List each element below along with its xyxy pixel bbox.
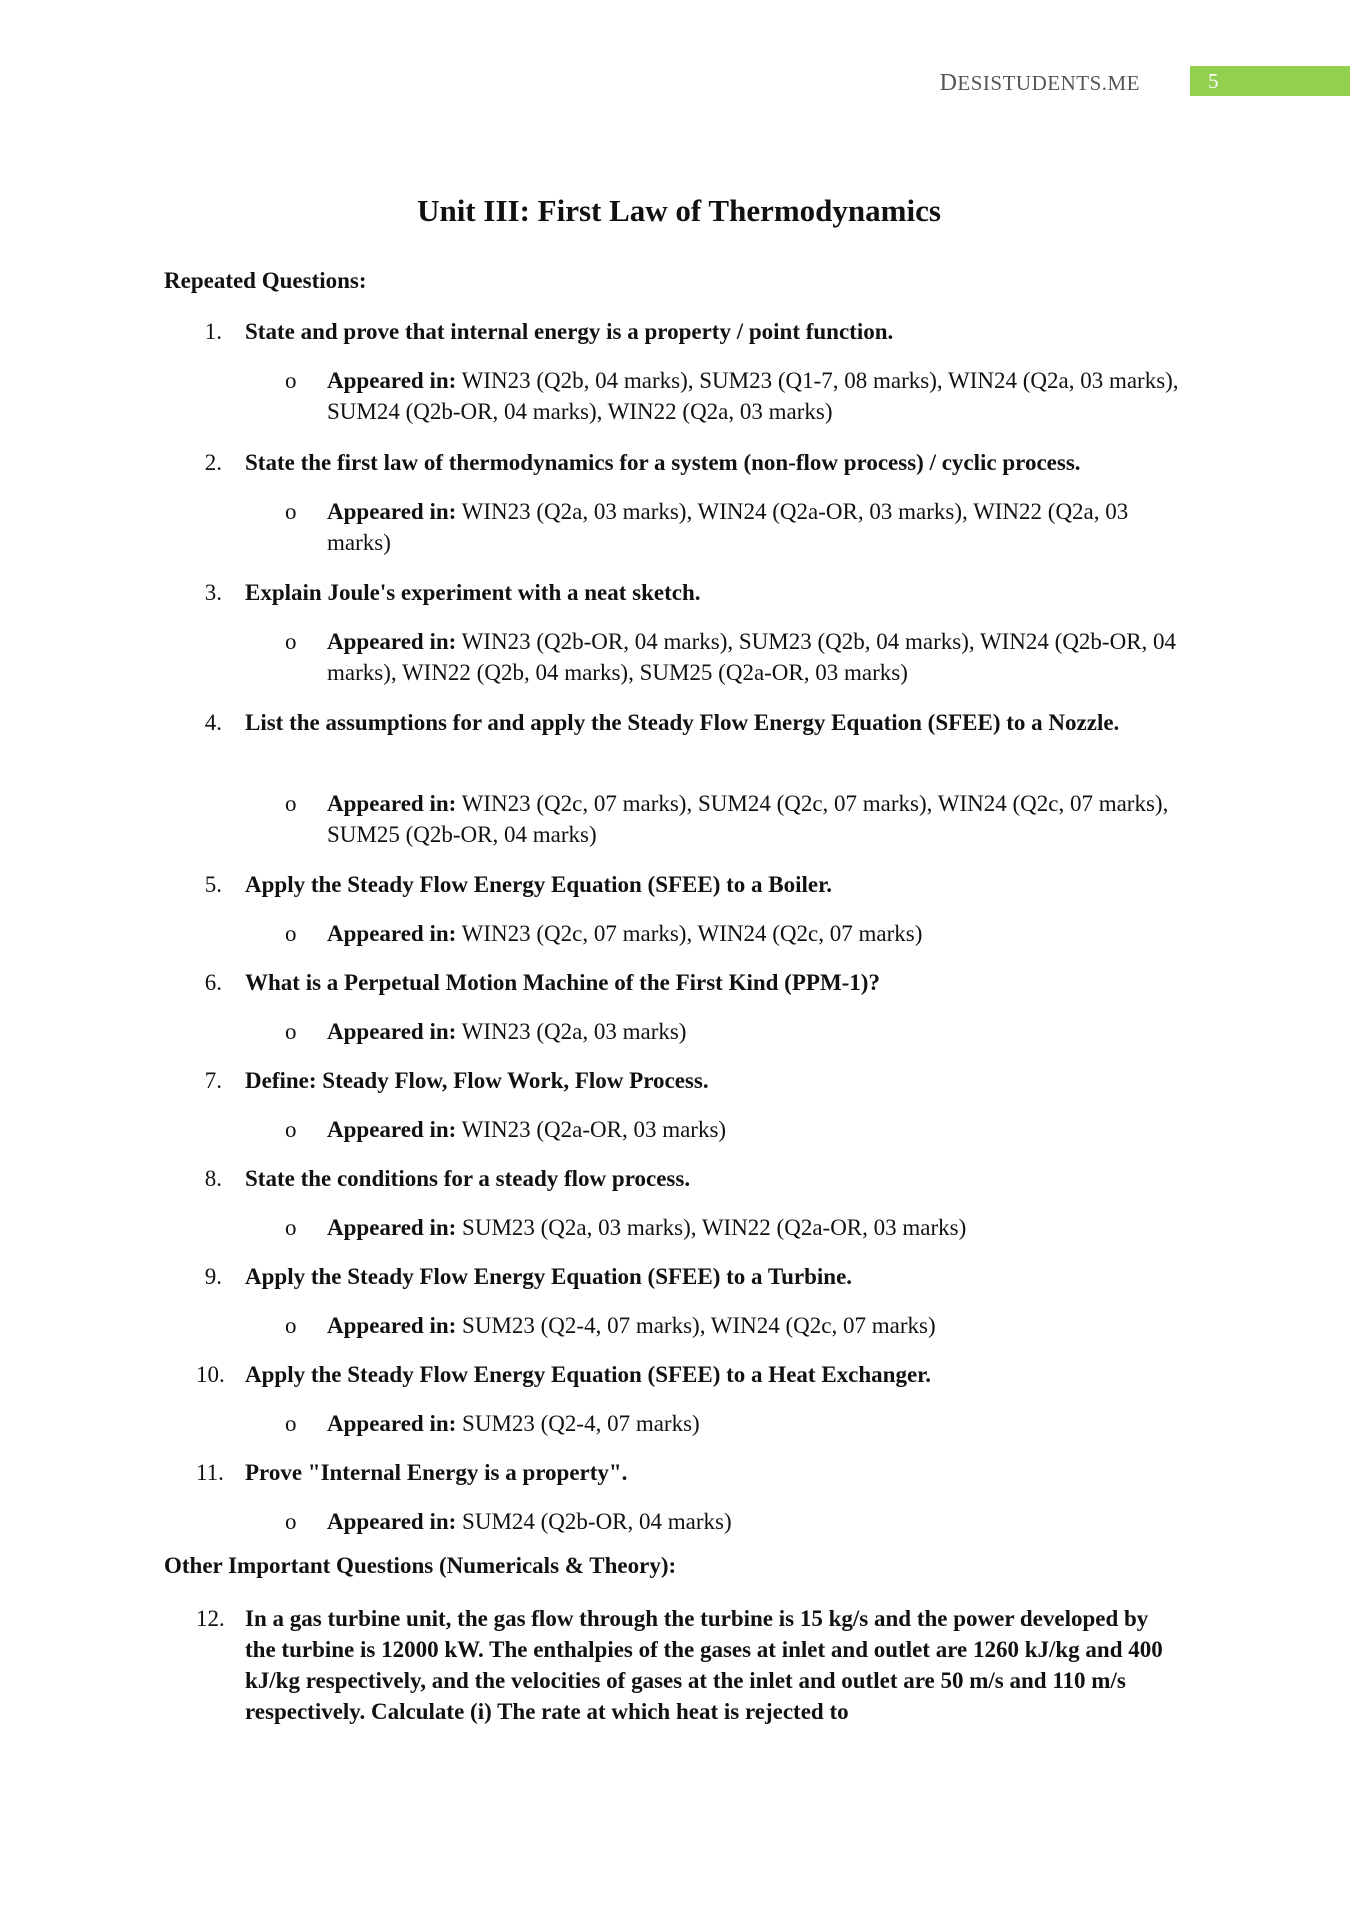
question-number: 3.: [204, 580, 222, 605]
question-text: What is a Perpetual Motion Machine of the First Kind (PPM-1)?: [245, 970, 880, 995]
question-number: 11.: [196, 1460, 224, 1485]
bullet-icon: o: [285, 1215, 297, 1240]
page-title: Unit III: First Law of Thermodynamics: [417, 193, 941, 228]
appeared-label: Appeared in:: [327, 921, 457, 946]
question-number: 1.: [204, 319, 222, 344]
bullet-icon: o: [285, 1509, 297, 1534]
question-text: List the assumptions for and apply the Steady Flow Energy Equation (SFEE) to a Nozzle.: [245, 710, 1120, 735]
appeared-in: [285, 788, 1185, 850]
question-text: In a gas turbine unit, the gas flow through the turbine is 15 kg/s and the power developed by the turbine is 12000 kW. The enthalpies of the gases at inlet and outlet are 1260 kJ/kg and 400 kJ/kg respectively, and the velocities of gases at the inlet and outlet are 50 m/s and 110 m/s respectively. Calculate (i) The rate at which heat is rejected to: [245, 1606, 1163, 1724]
question-item: [200, 1065, 1180, 1096]
appeared-in: [285, 1310, 1185, 1341]
question-text: State and prove that internal energy is a property / point function.: [245, 319, 894, 344]
bullet-icon: o: [285, 368, 297, 393]
question-number: 6.: [204, 970, 222, 995]
appeared-in: [285, 1506, 1185, 1537]
question-text: Apply the Steady Flow Energy Equation (SFEE) to a Turbine.: [245, 1264, 853, 1289]
question-text: Define: Steady Flow, Flow Work, Flow Process.: [245, 1068, 709, 1093]
question-number: 8.: [204, 1166, 222, 1191]
site-brand: [940, 70, 1140, 97]
bullet-icon: o: [285, 1411, 297, 1436]
appeared-label: Appeared in:: [327, 1313, 457, 1338]
appeared-value: WIN23 (Q2a, 03 marks): [461, 1019, 687, 1044]
question-number: 4.: [204, 710, 222, 735]
appeared-value: SUM23 (Q2-4, 07 marks), WIN24 (Q2c, 07 marks): [462, 1313, 936, 1338]
appeared-value: WIN23 (Q2a-OR, 03 marks): [461, 1117, 727, 1142]
question-number: 5.: [204, 872, 222, 897]
question-item: [200, 316, 1180, 347]
bullet-icon: o: [285, 1313, 297, 1338]
question-item: [196, 1457, 1180, 1488]
appeared-value: WIN23 (Q2b, 04 marks), SUM23 (Q1-7, 08 marks), WIN24 (Q2a, 03 marks), SUM24 (Q2b-OR, 04 marks), WIN22 (Q2a, 03 marks): [327, 368, 1179, 424]
question-item: [200, 1261, 1180, 1292]
question-number: 12.: [196, 1606, 225, 1631]
appeared-label: Appeared in:: [327, 1411, 457, 1436]
question-item: [200, 707, 1180, 738]
page-number: 5: [1190, 66, 1350, 96]
appeared-value: WIN23 (Q2b-OR, 04 marks), SUM23 (Q2b, 04 marks), WIN24 (Q2b-OR, 04 marks), WIN22 (Q2b, 04 marks), SUM25 (Q2a-OR, 03 marks): [327, 629, 1177, 685]
appeared-label: Appeared in:: [327, 1117, 457, 1142]
bullet-icon: o: [285, 1019, 297, 1044]
section-heading-other: Other Important Questions (Numericals & Theory):: [164, 1553, 677, 1578]
brand-rest: ESISTUDENTS.ME: [957, 71, 1140, 95]
question-text: State the first law of thermodynamics for a system (non-flow process) / cyclic process.: [245, 450, 1081, 475]
appeared-value: WIN23 (Q2a, 03 marks), WIN24 (Q2a-OR, 03 marks), WIN22 (Q2a, 03 marks): [327, 499, 1129, 555]
appeared-in: [285, 496, 1185, 558]
appeared-in: [285, 918, 1185, 949]
question-item: [200, 1163, 1180, 1194]
question-text: Prove "Internal Energy is a property".: [245, 1460, 628, 1485]
question-number: 9.: [204, 1264, 222, 1289]
question-number: 10.: [196, 1362, 225, 1387]
bullet-icon: o: [285, 629, 297, 654]
appeared-value: SUM23 (Q2a, 03 marks), WIN22 (Q2a-OR, 03 marks): [462, 1215, 967, 1240]
bullet-icon: o: [285, 921, 297, 946]
question-text: Apply the Steady Flow Energy Equation (SFEE) to a Boiler.: [245, 872, 832, 897]
appeared-in: [285, 365, 1185, 427]
question-item: [200, 967, 1180, 998]
appeared-label: Appeared in:: [327, 629, 457, 654]
appeared-value: WIN23 (Q2c, 07 marks), SUM24 (Q2c, 07 marks), WIN24 (Q2c, 07 marks), SUM25 (Q2b-OR, 04 marks): [327, 791, 1169, 847]
question-text: Explain Joule's experiment with a neat sketch.: [245, 580, 701, 605]
appeared-in: [285, 626, 1185, 688]
appeared-label: Appeared in:: [327, 791, 457, 816]
appeared-label: Appeared in:: [327, 368, 457, 393]
appeared-in: [285, 1114, 1185, 1145]
question-item: [200, 447, 1180, 478]
appeared-in: [285, 1016, 1185, 1047]
appeared-value: SUM24 (Q2b-OR, 04 marks): [462, 1509, 732, 1534]
question-number: 7.: [204, 1068, 222, 1093]
question-text: Apply the Steady Flow Energy Equation (SFEE) to a Heat Exchanger.: [245, 1362, 932, 1387]
appeared-label: Appeared in:: [327, 499, 457, 524]
appeared-label: Appeared in:: [327, 1509, 457, 1534]
bullet-icon: o: [285, 1117, 297, 1142]
question-item: [196, 1603, 1180, 1727]
appeared-value: WIN23 (Q2c, 07 marks), WIN24 (Q2c, 07 marks): [461, 921, 923, 946]
brand-initial: D: [939, 70, 958, 96]
question-item: [200, 577, 1180, 608]
appeared-value: SUM23 (Q2-4, 07 marks): [462, 1411, 700, 1436]
question-item: [200, 869, 1180, 900]
appeared-label: Appeared in:: [327, 1019, 457, 1044]
appeared-label: Appeared in:: [327, 1215, 457, 1240]
bullet-icon: o: [285, 791, 297, 816]
question-text: State the conditions for a steady flow process.: [245, 1166, 691, 1191]
question-number: 2.: [204, 450, 222, 475]
question-item: [196, 1359, 1180, 1390]
appeared-in: [285, 1408, 1185, 1439]
appeared-in: [285, 1212, 1185, 1243]
bullet-icon: o: [285, 499, 297, 524]
section-heading-repeated: Repeated Questions:: [164, 268, 367, 293]
page-header: [0, 66, 1358, 96]
